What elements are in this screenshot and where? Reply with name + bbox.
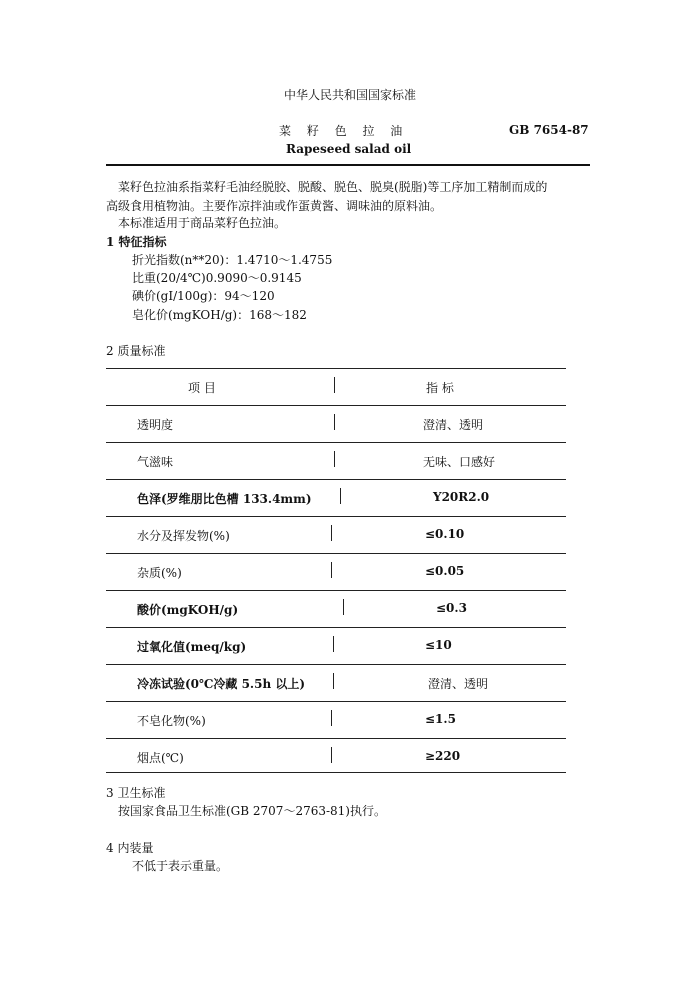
table-cell-value: ≤1.5 [425, 712, 456, 726]
table-cell-item: 酸价(mgKOH/g) [137, 603, 239, 617]
intro-line-3: 本标准适用于商品菜籽色拉油。 [118, 216, 287, 230]
table-header-item: 项 目 [188, 381, 216, 395]
standard-code: GB 7654-87 [509, 123, 589, 137]
section-1-heading: 1 特征指标 [106, 235, 167, 249]
column-separator [334, 414, 335, 430]
table-header-value: 指 标 [426, 381, 454, 395]
table-cell-value: Y20R2.0 [433, 490, 490, 504]
section-1-item: 比重(20/4℃)0.9090～0.9145 [132, 271, 302, 285]
table-cell-value: ≤0.05 [425, 564, 465, 578]
column-separator [331, 710, 332, 726]
country-standard-title: 中华人民共和国国家标准 [283, 88, 416, 102]
section-4-text: 不低于表示重量。 [132, 859, 229, 873]
header-divider [106, 164, 590, 166]
table-row [106, 553, 566, 590]
table-cell-item: 过氧化值(meq/kg) [137, 640, 247, 654]
column-separator [333, 673, 334, 689]
column-separator [343, 599, 344, 615]
table-row [106, 479, 566, 516]
table-cell-value: ≤0.3 [436, 601, 467, 615]
table-cell-value: 澄清、透明 [428, 677, 489, 691]
table-cell-value: 澄清、透明 [423, 418, 484, 432]
table-cell-value: ≤0.10 [425, 527, 465, 541]
table-cell-item: 色泽(罗维朋比色槽 133.4mm) [137, 492, 312, 506]
standard-title-en: Rapeseed salad oil [286, 142, 412, 156]
table-cell-item: 水分及挥发物(%) [137, 529, 230, 543]
table-cell-value: ≥220 [425, 749, 461, 763]
section-2-heading: 2 质量标准 [106, 344, 166, 358]
section-3-heading: 3 卫生标准 [106, 786, 166, 800]
column-separator [331, 525, 332, 541]
table-row [106, 701, 566, 738]
column-separator [334, 377, 335, 393]
section-1-item: 皂化价(mgKOH/g)：168～182 [132, 308, 307, 322]
section-1-item: 碘价(gI/100g)：94～120 [132, 289, 275, 303]
intro-line-2: 高级食用植物油。主要作凉拌油或作蛋黄酱、调味油的原料油。 [106, 199, 443, 213]
table-row [106, 442, 566, 479]
table-cell-value: 无味、口感好 [423, 455, 496, 469]
column-separator [340, 488, 341, 504]
table-cell-value: ≤10 [425, 638, 452, 652]
column-separator [331, 562, 332, 578]
section-1-item: 折光指数(n**20)：1.4710～1.4755 [132, 253, 333, 267]
column-separator [331, 747, 332, 763]
table-row [106, 738, 566, 775]
table-cell-item: 透明度 [137, 418, 174, 432]
column-separator [333, 636, 334, 652]
table-cell-item: 烟点(℃) [137, 751, 184, 765]
table-row [106, 590, 566, 627]
table-row [106, 627, 566, 664]
table-cell-item: 气滋味 [137, 455, 174, 469]
intro-line-1: 菜籽色拉油系指菜籽毛油经脱胶、脱酸、脱色、脱臭(脱脂)等工序加工精制而成的 [118, 180, 548, 194]
section-3-text: 按国家食品卫生标准(GB 2707～2763-81)执行。 [118, 804, 386, 818]
table-cell-item: 不皂化物(%) [137, 714, 206, 728]
table-cell-item: 冷冻试验(0℃冷藏 5.5h 以上) [137, 677, 306, 691]
table-row [106, 664, 566, 701]
table-rule [106, 772, 566, 773]
table-cell-item: 杂质(%) [137, 566, 182, 580]
standard-title-cn: 菜 籽 色 拉 油 [279, 124, 409, 138]
table-row [106, 405, 566, 442]
table-row [106, 516, 566, 553]
column-separator [334, 451, 335, 467]
table-header-row [106, 368, 566, 405]
section-4-heading: 4 内装量 [106, 841, 154, 855]
